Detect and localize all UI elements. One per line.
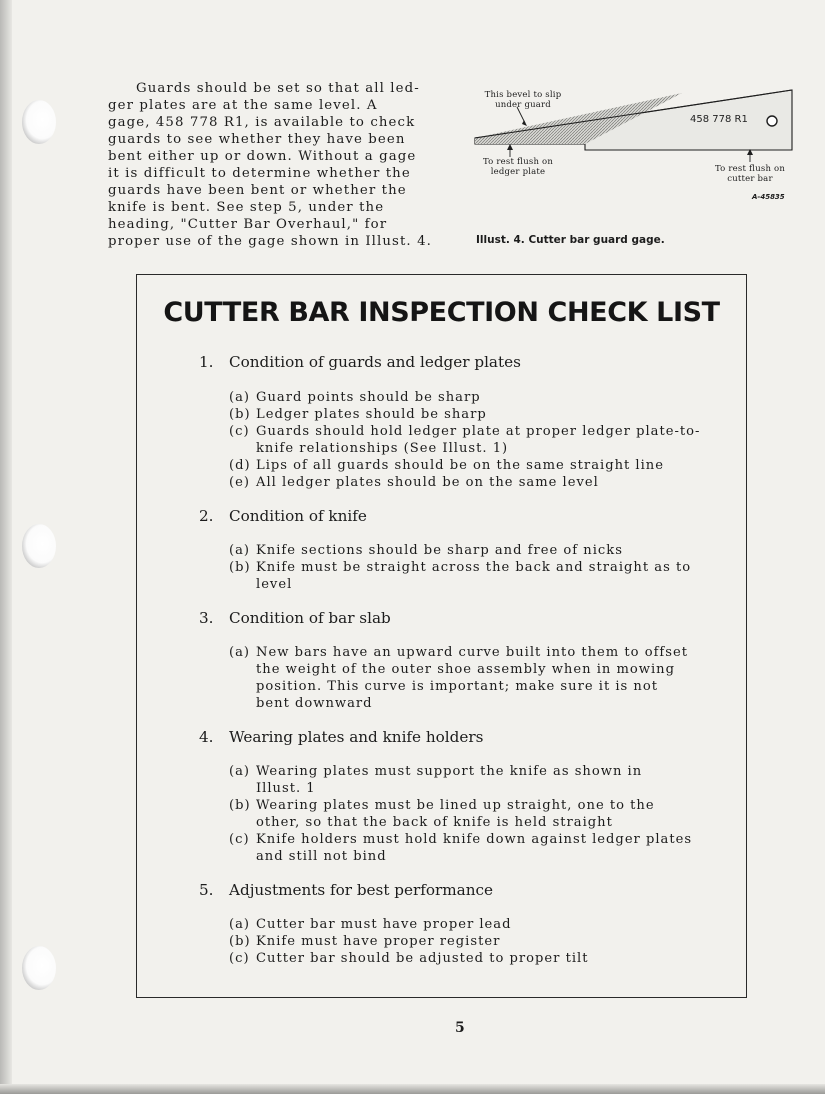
- checklist-item: [229, 406, 729, 423]
- ledger-plate-label: To rest flush on ledger plate: [482, 157, 554, 177]
- section-title: Condition of knife: [229, 507, 367, 525]
- item-label: (c): [229, 424, 250, 439]
- checklist-item: [229, 933, 729, 950]
- section-title: Wearing plates and knife holders: [229, 728, 484, 746]
- item-label: (b): [229, 934, 251, 949]
- intro-text: Guards should be set so that all led- ger plates are at the same level. A gage, 458 778 R1, is available to check guards to see whether they have been bent either up or down. Without a gage it is difficult to determine whether the guards have been bent or whether the knife is bent. See step 5, under the heading, "Cutter Bar Overhaul," for proper use of the gage shown in Illust. 4.: [108, 81, 432, 249]
- item-text-continued: knife relationships (See Illust. 1): [256, 441, 509, 456]
- section-number: 1.: [199, 353, 214, 371]
- intro-paragraph: [108, 80, 438, 250]
- checklist-title: CUTTER BAR INSPECTION CHECK LIST: [163, 297, 720, 328]
- item-text: Knife must have proper register: [256, 934, 501, 949]
- item-text-continued: Illust. 1: [256, 781, 316, 796]
- checklist-item: [229, 763, 729, 797]
- page-edge-shadow: [0, 0, 12, 1094]
- item-label: (d): [229, 458, 251, 473]
- item-text: Knife sections should be sharp and free of nicks: [256, 543, 623, 558]
- item-text: Knife must be straight across the back and straight as to: [256, 560, 692, 575]
- section-5-heading: [199, 881, 493, 899]
- checklist-item: [229, 474, 729, 491]
- checklist-item: [229, 916, 729, 933]
- item-text-continued: and still not bind: [256, 849, 387, 864]
- checklist-item: [229, 542, 729, 559]
- item-label: (a): [229, 543, 251, 558]
- checklist-item: [229, 797, 729, 831]
- item-text: Knife holders must hold knife down against ledger plates: [256, 832, 693, 847]
- item-text: Guards should hold ledger plate at proper ledger plate-to-: [256, 424, 701, 439]
- checklist-item: [229, 423, 729, 457]
- item-label: (a): [229, 390, 251, 405]
- item-text: Guard points should be sharp: [256, 390, 481, 405]
- item-text-continued: level: [256, 577, 293, 592]
- checklist-item: [229, 950, 729, 967]
- illustration-caption: Illust. 4. Cutter bar guard gage.: [476, 234, 665, 246]
- section-number: 5.: [199, 881, 214, 899]
- binder-hole-top: [22, 100, 56, 144]
- section-title: Condition of guards and ledger plates: [229, 353, 521, 371]
- section-title: Adjustments for best performance: [229, 881, 493, 899]
- section-2-heading: [199, 507, 367, 525]
- page-bottom-shadow: [0, 1084, 825, 1094]
- section-3-heading: [199, 609, 391, 627]
- item-label: (a): [229, 764, 251, 779]
- item-text: Lips of all guards should be on the same straight line: [256, 458, 664, 473]
- item-label: (a): [229, 917, 251, 932]
- inspection-checklist-box: [136, 274, 747, 998]
- item-label: (a): [229, 645, 251, 660]
- drawing-code: A-45835: [752, 193, 785, 201]
- cutter-bar-label: To rest flush on cutter bar: [714, 164, 786, 184]
- item-text: Wearing plates must support the knife as shown in: [256, 764, 643, 779]
- item-text: All ledger plates should be on the same level: [256, 475, 599, 490]
- section-number: 2.: [199, 507, 214, 525]
- item-text-continued: other, so that the back of knife is held straight: [256, 815, 613, 830]
- item-label: (c): [229, 832, 250, 847]
- item-text: New bars have an upward curve built into them to offset: [256, 645, 688, 660]
- item-text: Wearing plates must be lined up straight, one to the: [256, 798, 655, 813]
- section-number: 4.: [199, 728, 214, 746]
- guard-gage-illustration: [470, 80, 800, 260]
- checklist-item: [229, 457, 729, 474]
- item-text-continued: the weight of the outer shoe assembly when in mowing position. This curve is important; make sure it is not bent downward: [256, 662, 675, 711]
- section-number: 3.: [199, 609, 214, 627]
- section-title: Condition of bar slab: [229, 609, 391, 627]
- section-1-heading: [199, 353, 521, 371]
- binder-hole-bottom: [22, 946, 56, 990]
- binder-hole-middle: [22, 524, 56, 568]
- item-label: (b): [229, 560, 251, 575]
- checklist-item: [229, 559, 729, 593]
- item-label: (e): [229, 475, 250, 490]
- checklist-item: [229, 644, 729, 712]
- gage-part-number: 458 778 R1: [690, 114, 748, 125]
- item-text: Ledger plates should be sharp: [256, 407, 487, 422]
- checklist-item: [229, 389, 729, 406]
- section-4-heading: [199, 728, 483, 746]
- checklist-item: [229, 831, 729, 865]
- page-number: 5: [455, 1020, 465, 1036]
- item-label: (c): [229, 951, 250, 966]
- bevel-label: This bevel to slip under guard: [484, 90, 562, 110]
- item-text: Cutter bar should be adjusted to proper tilt: [256, 951, 589, 966]
- item-label: (b): [229, 407, 251, 422]
- item-label: (b): [229, 798, 251, 813]
- item-text: Cutter bar must have proper lead: [256, 917, 512, 932]
